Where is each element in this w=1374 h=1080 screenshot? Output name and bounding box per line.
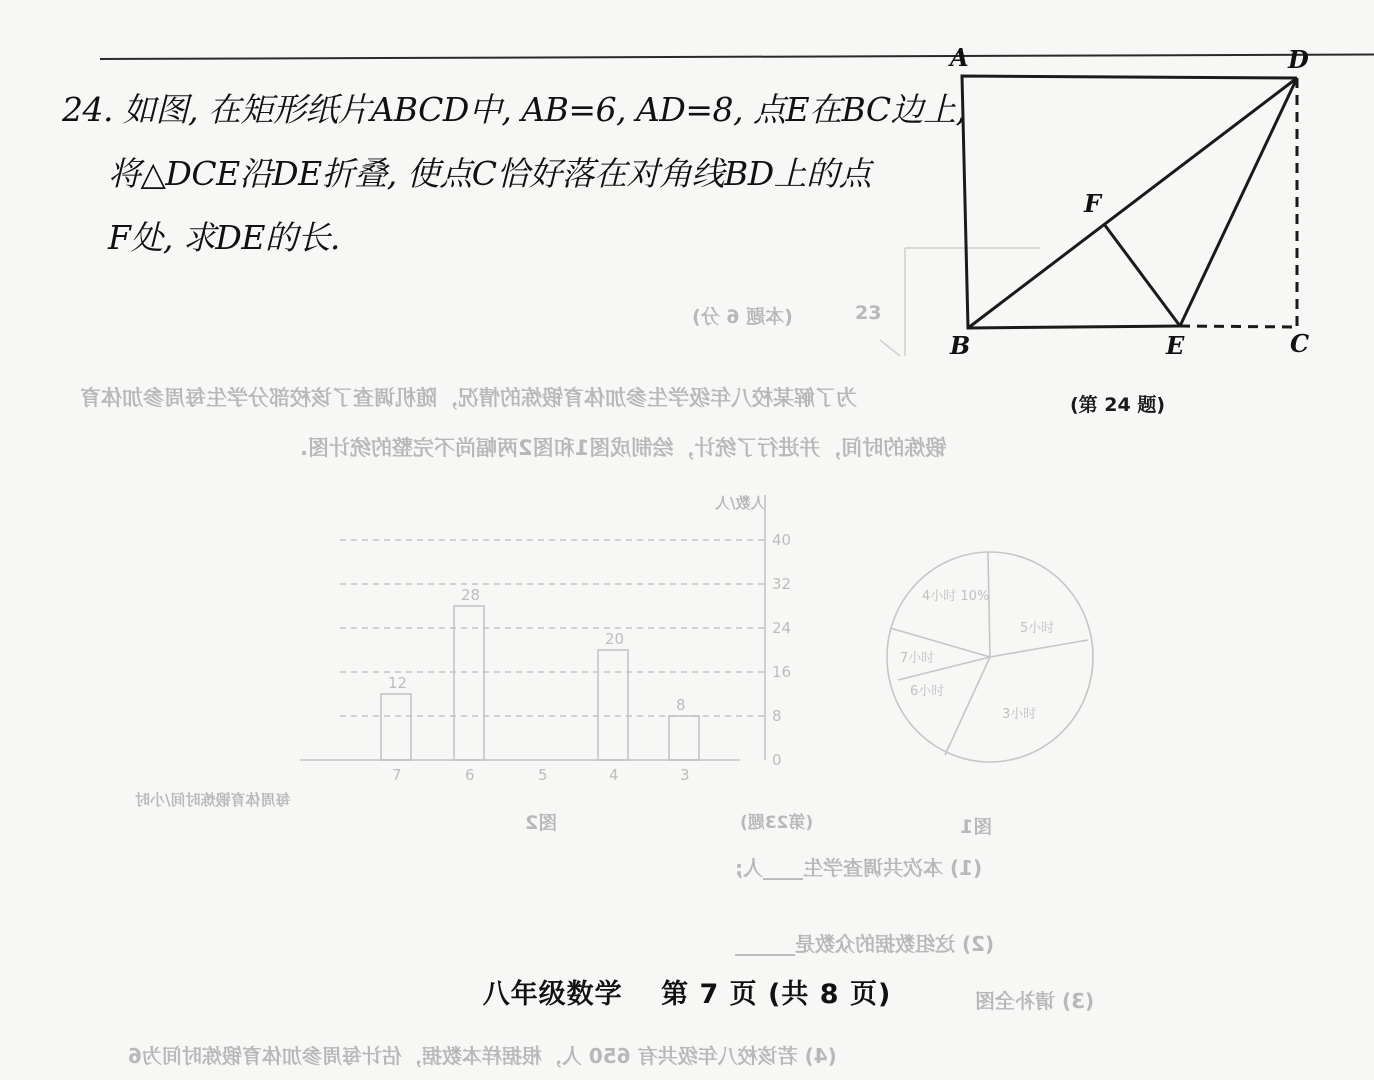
bleed-xtick: 6 bbox=[465, 766, 475, 784]
bleed-pie-edge bbox=[945, 657, 990, 755]
bleed-pie-label: 3小时 bbox=[1002, 707, 1037, 722]
bleed-bar bbox=[381, 694, 411, 760]
label-D: D bbox=[1288, 45, 1309, 74]
bleed-q23: 23 bbox=[855, 302, 882, 324]
bleed-q2: (2) 这组数据的众数是______ bbox=[735, 932, 995, 956]
bleed-pie-label: 4小时 10% bbox=[922, 589, 990, 604]
bleed-xtick: 4 bbox=[609, 766, 619, 784]
bleed-ytick: 16 bbox=[772, 663, 792, 681]
bleed-pie-edge bbox=[988, 552, 990, 657]
bleed-bar-value: 28 bbox=[461, 586, 481, 604]
page-footer bbox=[0, 972, 1374, 1011]
bleed-bar-chart bbox=[300, 495, 765, 760]
footer-page: 第 7 页 (共 8 页) bbox=[661, 979, 892, 1010]
bleed-bar-value: 20 bbox=[605, 630, 625, 648]
bleed-ytick: 32 bbox=[772, 575, 792, 593]
bleed-bar-ylabel: 人数/人 bbox=[715, 494, 766, 512]
bleed-fig2: 图2 bbox=[525, 812, 558, 834]
segment-DE bbox=[1180, 78, 1297, 326]
label-C: C bbox=[1290, 329, 1310, 358]
edge-EC-dashed bbox=[1180, 326, 1297, 327]
problem-line-1: 24. 如图, 在矩形纸片ABCD中, AB=6, AD=8, 点E在BC边上, bbox=[62, 90, 966, 129]
segment-FE bbox=[1104, 224, 1180, 326]
bleed-ytick: 8 bbox=[772, 707, 782, 725]
bleed-pie-label: 5小时 bbox=[1020, 621, 1055, 636]
bleed-q4: (4) 若该校八年级共有 650 人，根据样本数据，估计每周参加体育锻炼时间为6 bbox=[128, 1044, 837, 1068]
figure-24-caption: (第 24 题) bbox=[1070, 394, 1166, 416]
bleed-fig23: (第23题) bbox=[740, 813, 814, 833]
bleed-bar-xlabel: 每周体育锻炼时间/小时 bbox=[135, 791, 291, 809]
bleed-intro-2: 锻炼的时间，并进行了统计，绘制成图1和图2两幅尚不完整的统计图. bbox=[300, 436, 947, 460]
figure-24 bbox=[962, 76, 1297, 328]
bleed-ytick: 40 bbox=[772, 531, 792, 549]
label-B: B bbox=[950, 331, 971, 360]
bleed-pie-edge bbox=[990, 640, 1088, 657]
label-F: F bbox=[1084, 189, 1102, 218]
bleed-xtick: 3 bbox=[680, 766, 690, 784]
bleed-bar bbox=[454, 606, 484, 760]
bleed-ytick: 0 bbox=[772, 751, 782, 769]
bleed-score: (本题 6 分) bbox=[692, 306, 793, 328]
bleed-fig1: 图1 bbox=[960, 816, 993, 838]
bleed-pie-label: 7小时 bbox=[900, 651, 935, 666]
bleed-bar bbox=[598, 650, 628, 760]
bleed-intro-1: 为了解某校八年级学生参加体育锻炼的情况，随机调查了该校部分学生每周参加体育 bbox=[80, 386, 857, 410]
bleed-q3: (3) 请补全图 bbox=[975, 989, 1095, 1013]
bleed-bar bbox=[669, 716, 699, 760]
label-E: E bbox=[1166, 331, 1185, 360]
bleed-bar-value: 12 bbox=[388, 674, 408, 692]
footer-grade: 八年级数学 bbox=[482, 979, 623, 1010]
bleed-pie-label: 6小时 bbox=[910, 684, 945, 699]
problem-line-3: F处, 求DE的长. bbox=[108, 218, 340, 257]
bleed-q1: (1) 本次共调查学生____人; bbox=[735, 856, 983, 880]
bleed-xtick: 7 bbox=[392, 766, 402, 784]
bleed-bar-value: 8 bbox=[676, 696, 686, 714]
bleed-xtick: 5 bbox=[538, 766, 548, 784]
problem-line-2: 将△DCE沿DE折叠, 使点C恰好落在对角线BD上的点 bbox=[108, 154, 872, 193]
diagonal-BD bbox=[968, 78, 1297, 328]
bleed-ytick: 24 bbox=[772, 619, 792, 637]
label-A: A bbox=[950, 43, 969, 72]
rect-edges-ABCD bbox=[962, 76, 1297, 328]
